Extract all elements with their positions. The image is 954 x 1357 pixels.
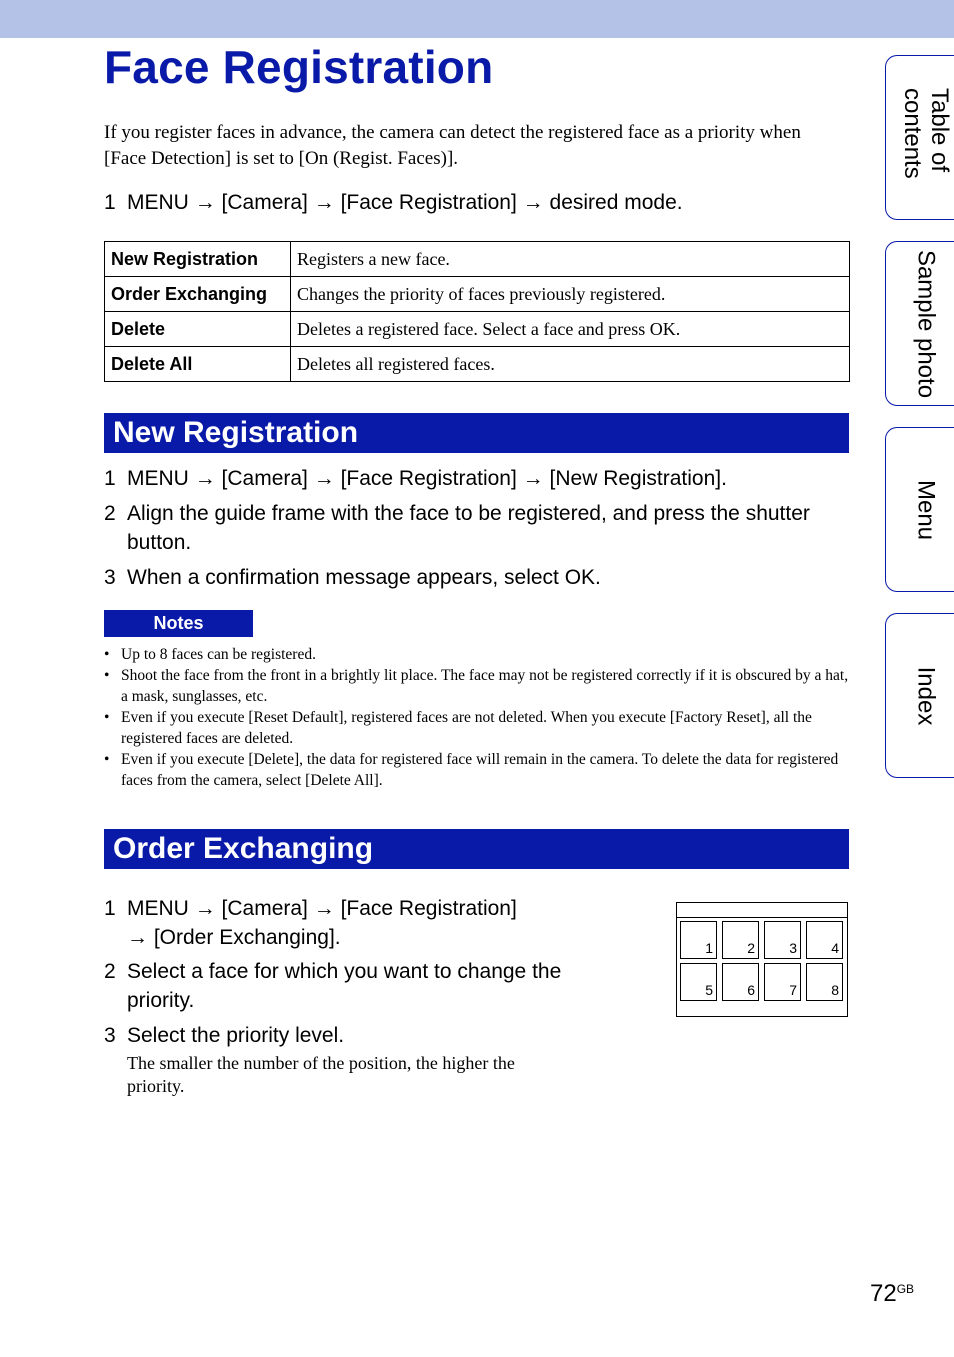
option-description: Changes the priority of faces previously registered. <box>291 277 850 312</box>
list-item <box>104 707 849 749</box>
section-heading-new-registration: New Registration <box>104 413 849 453</box>
option-description: Deletes all registered faces. <box>291 347 850 382</box>
step-number: 1 <box>104 467 116 490</box>
intro-paragraph: If you register faces in advance, the camera can detect the registered face as a priority when [Face Detection] is set to [On (Regist. Faces)]. <box>104 122 801 169</box>
new-reg-step-2 <box>104 499 852 557</box>
step-text-menu: MENU <box>127 191 189 214</box>
priority-cell: 1 <box>680 921 717 959</box>
step-text: Select the priority level. <box>127 1024 345 1047</box>
bullet-icon: • <box>104 709 110 726</box>
step-text-camera: [Camera] <box>221 467 308 490</box>
arrow-icon: → <box>313 467 335 490</box>
step-number: 3 <box>104 566 116 589</box>
arrow-icon: → <box>194 897 216 920</box>
grid-header-line <box>677 917 847 918</box>
table-row <box>105 312 850 347</box>
top-banner <box>0 0 954 38</box>
option-description: Deletes a registered face. Select a face and press OK. <box>291 312 850 347</box>
step-text-menu: MENU <box>127 467 189 490</box>
tab-label: Index <box>912 666 940 725</box>
priority-cell: 4 <box>806 921 843 959</box>
notes-list <box>104 644 849 791</box>
note-text: Shoot the face from the front in a brightly lit place. The face may not be registered correctly if it is obscured by a hat, a mask, sunglasses, etc. <box>121 667 849 705</box>
arrow-icon: → <box>194 191 216 214</box>
list-item <box>104 644 849 665</box>
priority-grid-illustration <box>676 902 848 1017</box>
step-text: Align the guide frame with the face to be registered, and press the shutter button. <box>127 502 810 554</box>
order-step-1 <box>104 894 574 952</box>
step-number: 2 <box>104 960 116 983</box>
step-text-face-registration: [Face Registration] <box>340 897 517 920</box>
priority-cell: 2 <box>722 921 759 959</box>
step-text-camera: [Camera] <box>221 191 308 214</box>
option-name: Delete <box>105 312 291 347</box>
new-reg-step-3 <box>104 563 601 592</box>
tab-table-of-contents[interactable] <box>885 55 954 220</box>
step-text-camera: [Camera] <box>221 897 308 920</box>
step-number: 1 <box>104 191 116 214</box>
step-text-face-registration: [Face Registration] <box>340 191 517 214</box>
notes-label: Notes <box>104 610 253 637</box>
options-table <box>104 241 850 382</box>
page-number-value: 72 <box>870 1280 897 1307</box>
step-text-mode: desired mode. <box>549 191 683 214</box>
option-name: New Registration <box>105 242 291 277</box>
option-name: Order Exchanging <box>105 277 291 312</box>
main-step-1 <box>104 188 683 217</box>
priority-cell: 6 <box>722 963 759 1001</box>
arrow-icon: → <box>313 897 335 920</box>
option-name: Delete All <box>105 347 291 382</box>
priority-cell: 8 <box>806 963 843 1001</box>
priority-cell: 5 <box>680 963 717 1001</box>
priority-cell: 7 <box>764 963 801 1001</box>
tab-label: Menu <box>912 479 940 540</box>
step-number: 3 <box>104 1024 116 1047</box>
step-text: When a confirmation message appears, select OK. <box>127 566 601 589</box>
step-text-menu: MENU <box>127 897 189 920</box>
note-text: Even if you execute [Delete], the data for registered face will remain in the camera. To delete the data for registered faces from the camera, select [Delete All]. <box>121 751 839 789</box>
tab-menu[interactable] <box>885 427 954 592</box>
arrow-icon: → <box>522 467 544 490</box>
bullet-icon: • <box>104 646 110 663</box>
new-reg-step-1 <box>104 464 727 493</box>
order-step-3 <box>104 1021 344 1050</box>
bullet-icon: • <box>104 667 110 684</box>
arrow-icon: → <box>127 926 148 949</box>
priority-cell: 3 <box>764 921 801 959</box>
page-title: Face Registration <box>104 41 494 93</box>
table-row <box>105 242 850 277</box>
note-text: Up to 8 faces can be registered. <box>121 646 316 663</box>
section-heading-order-exchanging: Order Exchanging <box>104 829 849 869</box>
step-number: 2 <box>104 502 116 525</box>
order-step-2 <box>104 957 574 1015</box>
step-text-face-registration: [Face Registration] <box>340 467 517 490</box>
arrow-icon: → <box>194 467 216 490</box>
bullet-icon: • <box>104 751 110 768</box>
list-item <box>104 749 849 791</box>
step-3-description: The smaller the number of the position, the higher the priority. <box>127 1053 515 1096</box>
tab-index[interactable] <box>885 613 954 778</box>
page-number-suffix: GB <box>896 1282 915 1296</box>
table-row <box>105 347 850 382</box>
option-description: Registers a new face. <box>291 242 850 277</box>
step-text-order-exchanging: [Order Exchanging]. <box>153 926 341 949</box>
tab-label: Sample photo <box>912 249 940 398</box>
list-item <box>104 665 849 707</box>
step-number: 1 <box>104 897 116 920</box>
arrow-icon: → <box>522 191 544 214</box>
tab-label: Table of contents <box>899 87 953 179</box>
tab-sample-photo[interactable] <box>885 241 954 406</box>
arrow-icon: → <box>313 191 335 214</box>
note-text: Even if you execute [Reset Default], registered faces are not deleted. When you execute [Factory Reset], all the registered faces are deleted. <box>121 709 812 747</box>
step-text: Select a face for which you want to change the priority. <box>127 960 562 1012</box>
page-number <box>870 1280 914 1308</box>
step-text-new-registration: [New Registration]. <box>549 467 727 490</box>
table-row <box>105 277 850 312</box>
